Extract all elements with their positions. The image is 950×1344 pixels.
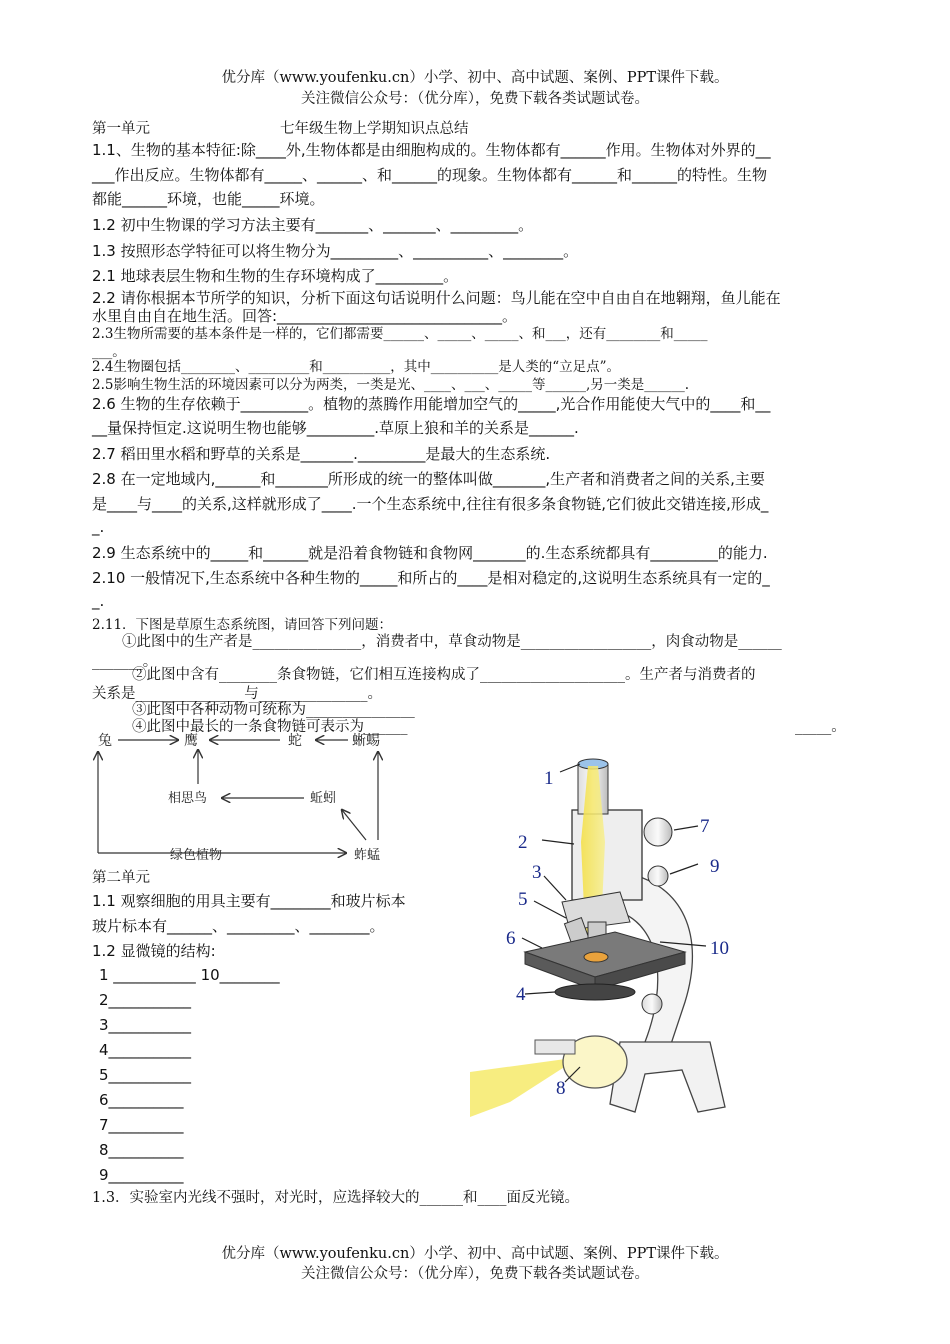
structure-blank: 6__________ xyxy=(99,1091,184,1109)
text-line: 1.3 按照形态学特征可以将生物分为_________、__________、________。 xyxy=(92,242,579,260)
footer-line-1: 优分库（www.youfenku.cn）小学、初中、高中试题、案例、PPT课件下载。 xyxy=(221,1246,729,1262)
text-line: 2.5影响生物生活的环境因素可以分为两类，一类是光、____、___、_____等______,另一类是______. xyxy=(92,377,690,393)
label-5: 5 xyxy=(518,889,528,910)
structure-blank: 7__________ xyxy=(99,1116,184,1134)
header-line-2: 关注微信公众号：（优分库），免费下载各类试题试卷。 xyxy=(301,91,649,107)
text-line: _____。 xyxy=(795,719,846,735)
text-line: 2.6 生物的生存依赖于_________。植物的蒸腾作用能增加空气的_____,光合作用能使大气中的____和__ xyxy=(92,395,771,413)
structure-blank: 4___________ xyxy=(99,1041,192,1059)
header-line-1: 优分库（www.youfenku.cn）小学、初中、高中试题、案例、PPT课件下载。 xyxy=(221,70,729,86)
text-line: ___作出反应。生物体都有_____、______、和______的现象。生物体都有______和______的特性。生物 xyxy=(92,166,768,184)
text-line: 2.7 稻田里水稻和野草的关系是_______._________是最大的生态系统. xyxy=(92,445,551,463)
node-snake: 蛇 xyxy=(288,733,302,749)
text-line: ③此图中各种动物可统称为_______________ xyxy=(132,702,415,718)
text-line: 都能______环境，也能_____环境。 xyxy=(92,190,325,208)
text-line: 关系是_______________与_______________。 xyxy=(92,686,382,702)
text-line: 1.3．实验室内光线不强时，对光时，应选择较大的______和____面反光镜。 xyxy=(92,1190,580,1206)
text-line: 玻片标本有______、_________、________。 xyxy=(92,917,385,935)
structure-blank: 8__________ xyxy=(99,1141,184,1159)
text-line: ___。 xyxy=(92,344,126,360)
structure-blank: 9__________ xyxy=(99,1166,184,1184)
text-line: 2.9 生态系统中的_____和______就是沿着食物链和食物网_______的.生态系统都具有_________的能力. xyxy=(92,544,768,562)
label-10: 10 xyxy=(710,938,729,959)
text-line: 2.10 一般情况下,生态系统中各种生物的_____和所占的____是相对稳定的,这说明生态系统具有一定的_ xyxy=(92,569,770,587)
label-1: 1 xyxy=(544,768,554,789)
text-line: ①此图中的生产者是_______________，消费者中，草食动物是__________________，肉食动物是______ xyxy=(122,634,782,650)
label-8: 8 xyxy=(556,1078,566,1099)
text-line: ②此图中含有________条食物链，它们相互连接构成了____________________。生产者与消费者的 xyxy=(132,667,756,683)
text-line: 2.11．下图是草原生态系统图，请回答下列问题： xyxy=(92,617,393,633)
structure-blank: 1 ___________ 10________ xyxy=(99,966,280,984)
label-2: 2 xyxy=(518,832,528,853)
text-line: ④此图中最长的一条食物链可表示为______ xyxy=(132,719,408,735)
unit1-subtitle: 七年级生物上学期知识点总结 xyxy=(280,121,469,137)
structure-blank: 2___________ xyxy=(99,991,192,1009)
text-line: 1.1、生物的基本特征:除____外,生物体都是由细胞构成的。生物体都有______作用。生物体对外界的__ xyxy=(92,141,771,159)
text-line: 是____与____的关系,这样就形成了____.一个生态系统中,往往有很多条食物链,它们彼此交错连接,形成_ xyxy=(92,495,769,513)
label-7: 7 xyxy=(700,816,710,837)
microscope-diagram xyxy=(470,752,770,1122)
text-line: _. xyxy=(92,592,105,610)
text-line: 水里自由自在地生活。回答:______________________________。 xyxy=(92,307,518,325)
unit2-title: 第二单元 xyxy=(92,870,150,886)
text-line: _. xyxy=(92,518,105,536)
node-lizard: 蜥蜴 xyxy=(352,733,380,749)
label-4: 4 xyxy=(516,984,526,1005)
node-grasshopper: 蚱蜢 xyxy=(354,848,381,863)
text-line: 1.2 初中生物课的学习方法主要有_______、_______、_________。 xyxy=(92,216,534,234)
text-line: 2.2 请你根据本节所学的知识，分析下面这句话说明什么问题：鸟儿能在空中自由自在地翱翔，鱼儿能在 xyxy=(92,289,781,307)
node-earthworm: 蚯蚓 xyxy=(310,791,337,806)
unit1-title: 第一单元 xyxy=(92,121,150,137)
node-plants: 绿色植物 xyxy=(170,848,223,863)
structure-blank: 5___________ xyxy=(99,1066,192,1084)
footer-line-2: 关注微信公众号：（优分库），免费下载各类试题试卷。 xyxy=(301,1266,649,1282)
label-6: 6 xyxy=(506,928,516,949)
text-line: 2.1 地球表层生物和生物的生存环境构成了_________。 xyxy=(92,267,459,285)
text-line: 1.1 观察细胞的用具主要有________和玻片标本 xyxy=(92,892,406,910)
node-bird: 相思鸟 xyxy=(168,791,208,806)
text-line: __量保持恒定.这说明生物也能够_________.草原上狼和羊的关系是______. xyxy=(92,419,579,437)
text-line: 2.3生物所需要的基本条件是一样的，它们都需要______、_____、_____、和___，还有________和_____ xyxy=(92,326,708,342)
text-line: 2.4生物圈包括________、_________和__________，其中__________是人类的“立足点”。 xyxy=(92,359,621,375)
food-web-diagram xyxy=(88,726,428,868)
text-line: 1.2 显微镜的结构: xyxy=(92,942,216,960)
label-9: 9 xyxy=(710,856,720,877)
label-3: 3 xyxy=(532,862,542,883)
structure-blank: 3___________ xyxy=(99,1016,192,1034)
node-eagle: 鹰 xyxy=(184,733,198,749)
text-line: 2.8 在一定地域内,______和_______所形成的统一的整体叫做_______,生产者和消费者之间的关系,主要 xyxy=(92,470,765,488)
node-rabbit: 兔 xyxy=(98,733,112,749)
text-line: _______。 xyxy=(92,654,158,670)
